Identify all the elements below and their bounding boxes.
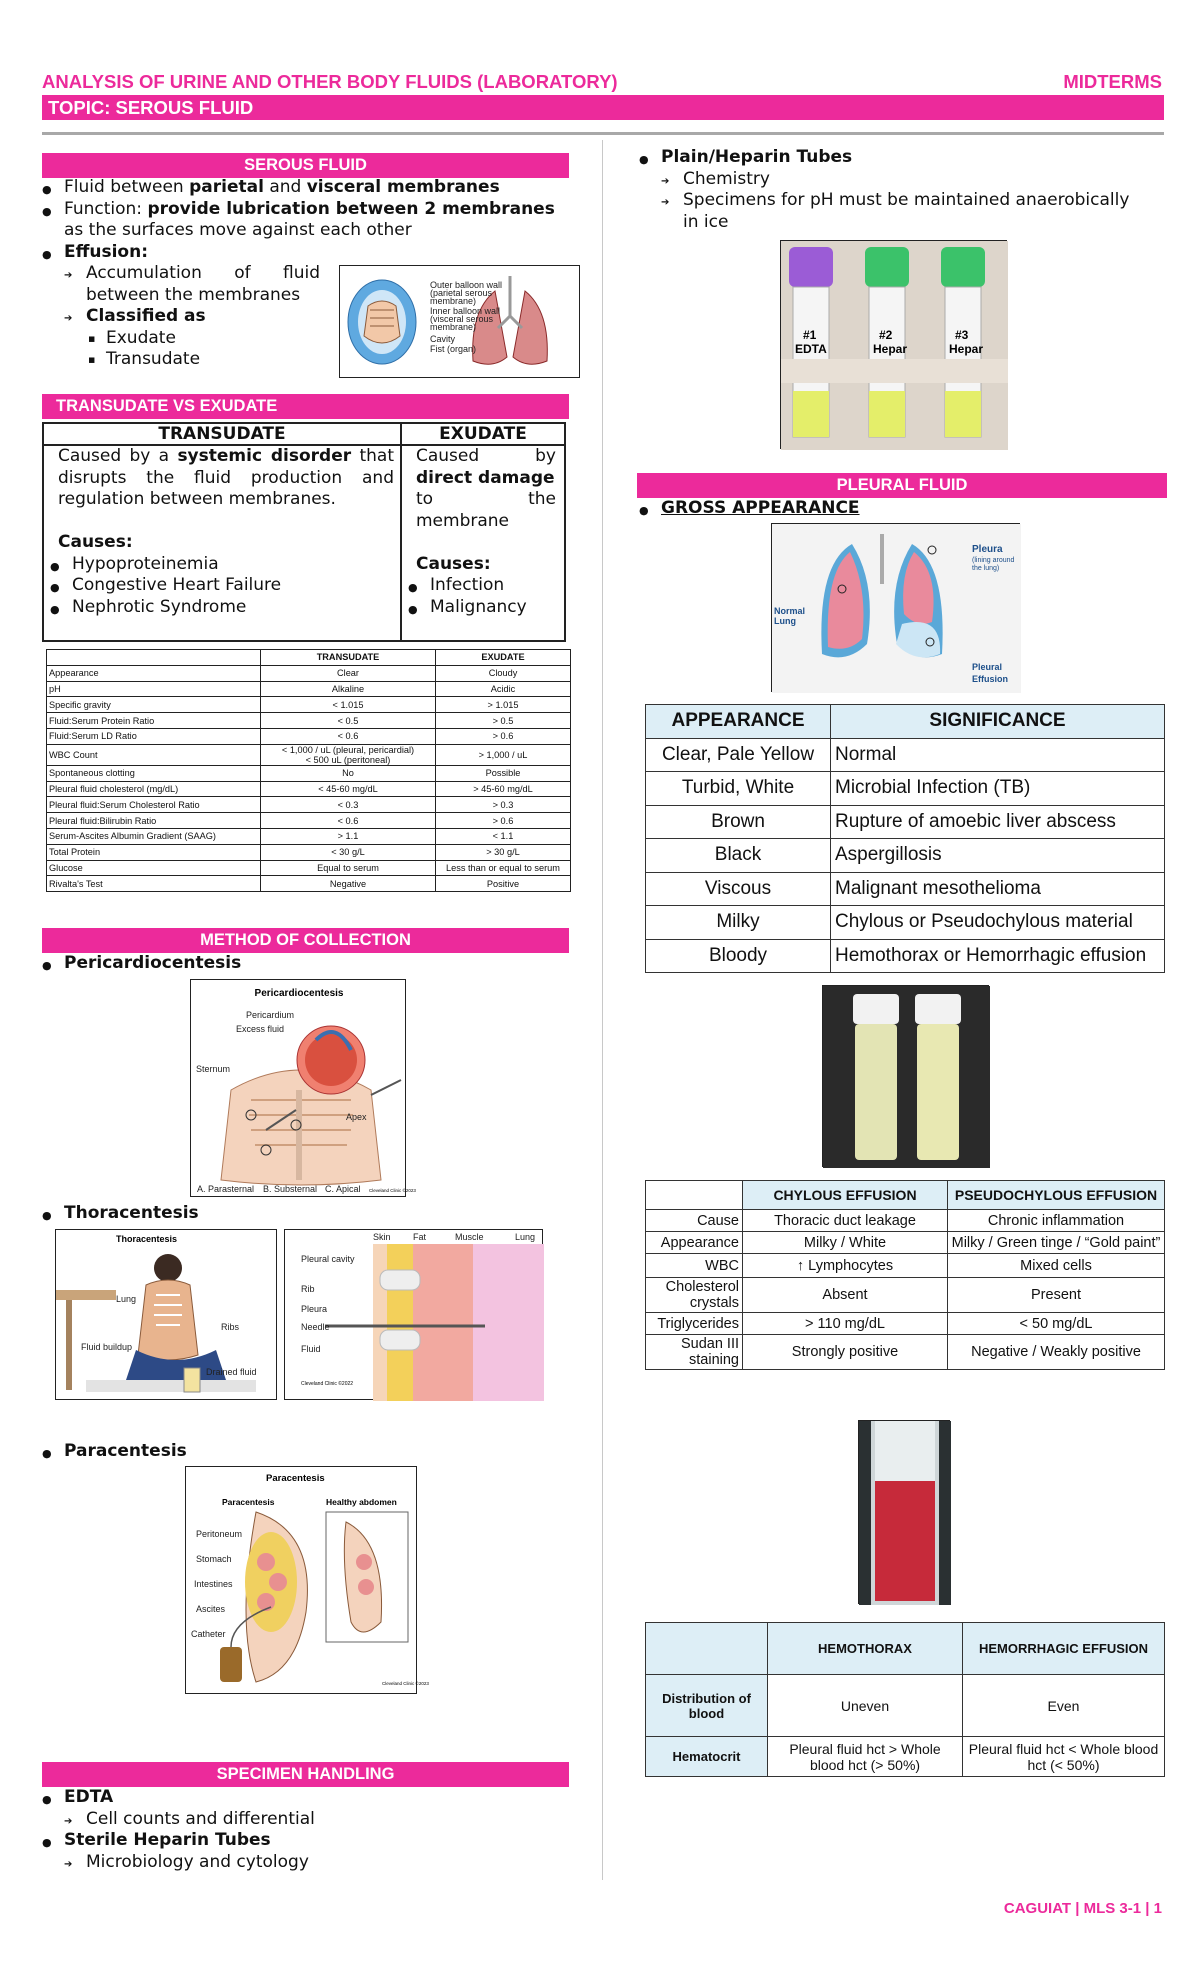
thora-label: Drained fluid (206, 1367, 257, 1377)
ex-line-2: direct damage (416, 467, 555, 488)
chy-row (646, 1313, 1165, 1335)
lung-label: the lung) (972, 565, 1000, 572)
transudate-item: ▪ Transudate (106, 349, 584, 371)
peri-label: Apex (346, 1112, 367, 1122)
app-significance: Microbial Infection (TB) (831, 772, 1165, 806)
ex-line-1: Caused by (416, 446, 556, 466)
lung-label: Effusion (972, 674, 1008, 684)
cmp-cell: Rivalta's Test (47, 876, 261, 892)
ph-item-1: ➔ Specimens for pH must be maintained anaerobically (683, 190, 1181, 212)
thora-label: Ribs (221, 1322, 240, 1332)
specimen-list (64, 1787, 315, 1873)
chy-cell: Strongly positive (743, 1335, 948, 1370)
app-header: APPEARANCE (646, 705, 831, 739)
cmp-cell: Fluid:Serum Protein Ratio (47, 713, 261, 729)
diagram-label: (parietal serous (430, 288, 493, 298)
app-significance: Rupture of amoebic liver abscess (831, 805, 1165, 839)
app-significance: Malignant mesothelioma (831, 872, 1165, 906)
heparin-sub: ➔ Microbiology and cytology (86, 1852, 315, 1874)
cmp-cell: < 1.1 (436, 828, 571, 844)
column-divider (602, 140, 603, 1880)
lung-label: Pleura (972, 544, 1003, 555)
layers-label: Cleveland Clinic ©2022 (301, 1381, 354, 1387)
thoracentesis-label: ● Thoracentesis (64, 1203, 199, 1225)
pleural-effusion-diagram (771, 523, 1020, 692)
ph-item-2: in ice (683, 211, 729, 232)
peri-label: C. Apical (325, 1184, 361, 1194)
peri-label: Cleveland Clinic ©2023 (369, 1188, 416, 1193)
layers-label: Pleural cavity (301, 1254, 355, 1264)
tv-line-1: Caused by a systemic disorder that (58, 446, 394, 466)
thora-label: Fluid buildup (81, 1342, 133, 1352)
cmp-cell: Possible (436, 765, 571, 781)
transudate-cell (43, 445, 401, 641)
app-row (646, 939, 1165, 973)
tve-col-transudate: TRANSUDATE (43, 423, 401, 445)
ex-cause-1: ● Infection (430, 575, 556, 597)
app-appearance: Milky (646, 906, 831, 940)
bloody-fluid-photo (858, 1420, 950, 1604)
para-img-title: Paracentesis (266, 1473, 325, 1484)
cmp-cell: Total Protein (47, 844, 261, 860)
chylous-table (645, 1180, 1165, 1370)
cmp-cell: Cloudy (436, 665, 571, 681)
layers-label: Fluid (301, 1344, 321, 1354)
cmp-row (47, 797, 571, 813)
cmp-cell: Less than or equal to serum (436, 860, 571, 876)
app-significance: Normal (831, 738, 1165, 772)
cmp-cell: > 0.6 (436, 728, 571, 744)
transudate-exudate-table (42, 422, 566, 642)
layers-label: Pleura (301, 1304, 328, 1314)
cmp-cell: Alkaline (261, 681, 436, 697)
chy-row (646, 1335, 1165, 1370)
topic-bar: TOPIC: SEROUS FLUID (42, 95, 1164, 120)
para-label: Stomach (196, 1554, 232, 1564)
app-significance: Hemothorax or Hemorrhagic effusion (831, 939, 1165, 973)
specimen-heading: SPECIMEN HANDLING (42, 1762, 569, 1787)
cmp-row (47, 665, 571, 681)
cmp-cell: Clear (261, 665, 436, 681)
tube-label: #3 Hepar (949, 328, 984, 356)
cmp-cell: > 0.3 (436, 797, 571, 813)
effusion-sub-2: between the membranes (86, 284, 301, 305)
header-rule (42, 132, 1164, 135)
thoracentesis-layers-image (284, 1229, 543, 1400)
app-appearance: Black (646, 839, 831, 873)
cmp-cell: Acidic (436, 681, 571, 697)
layers-label: Fat (413, 1232, 427, 1242)
hem-cell: Distribution of blood (646, 1675, 768, 1737)
pleural-fluid-heading: PLEURAL FLUID (637, 473, 1167, 498)
cmp-cell: Spontaneous clotting (47, 765, 261, 781)
para-sub-1: Paracentesis (222, 1497, 275, 1507)
app-appearance: Viscous (646, 872, 831, 906)
cmp-cell: Negative (261, 876, 436, 892)
cmp-cell: Specific gravity (47, 697, 261, 713)
cmp-cell: > 1.1 (261, 828, 436, 844)
edta-label: ● EDTA (64, 1787, 315, 1809)
para-label: Cleveland Clinic ©2023 (382, 1681, 429, 1686)
page-footer: CAGUIAT | MLS 3-1 | 1 (1003, 1900, 1162, 1917)
peri-label: Excess fluid (236, 1024, 285, 1034)
cmp-cell: Pleural fluid:Bilirubin Ratio (47, 813, 261, 829)
hem-row (646, 1675, 1165, 1737)
diagram-label: (visceral serous (430, 314, 494, 324)
document-title: ANALYSIS OF URINE AND OTHER BODY FLUIDS (LABORATORY) (42, 71, 618, 92)
hem-cell: Uneven (768, 1675, 963, 1737)
tv-cause-2: ● Congestive Heart Failure (72, 575, 394, 597)
app-row (646, 839, 1165, 873)
cmp-cell: Appearance (47, 665, 261, 681)
app-significance: Chylous or Pseudochylous material (831, 906, 1165, 940)
tv-causes: Causes: (58, 532, 133, 552)
cmp-cell: > 45-60 mg/dL (436, 781, 571, 797)
cmp-row (47, 781, 571, 797)
specimen-tubes-photo (780, 240, 1007, 449)
cmp-cell: pH (47, 681, 261, 697)
cmp-cell: < 0.3 (261, 797, 436, 813)
layers-label: Muscle (455, 1232, 484, 1242)
cmp-cell: > 0.6 (436, 813, 571, 829)
cmp-row (47, 681, 571, 697)
app-appearance: Turbid, White (646, 772, 831, 806)
cmp-cell: Pleural fluid:Serum Cholesterol Ratio (47, 797, 261, 813)
cmp-cell: > 1.015 (436, 697, 571, 713)
cmp-row (47, 844, 571, 860)
pericardiocentesis-image (190, 979, 416, 1197)
chy-cell: Cause (646, 1210, 743, 1232)
appearance-table (645, 704, 1165, 973)
cmp-row (47, 765, 571, 781)
layers-label: Skin (373, 1232, 391, 1242)
cmp-header: TRANSUDATE (261, 650, 436, 666)
layers-label: Needle (301, 1322, 330, 1332)
exudate-cell (401, 445, 565, 641)
chy-row (646, 1254, 1165, 1278)
hem-row (646, 1737, 1165, 1777)
cmp-cell: > 0.5 (436, 713, 571, 729)
tv-line-3: regulation between membranes. (58, 489, 336, 509)
app-row (646, 772, 1165, 806)
app-row (646, 805, 1165, 839)
cmp-cell: < 1,000 / uL (pleural, pericardial) < 500 uL (peritoneal) (261, 744, 436, 765)
cmp-cell: No (261, 765, 436, 781)
thoracentesis-patient-image (55, 1229, 277, 1400)
tve-col-exudate: EXUDATE (401, 423, 565, 445)
peri-label: B. Substernal (263, 1184, 318, 1194)
cmp-row (47, 728, 571, 744)
classified-as: ➔ Classified as (86, 306, 584, 328)
cmp-row (47, 860, 571, 876)
cmp-cell: Serum-Ascites Albumin Gradient (SAAG) (47, 828, 261, 844)
diagram-label: Fist (organ) (430, 344, 477, 354)
cmp-cell: Fluid:Serum LD Ratio (47, 728, 261, 744)
thora-img-title: Thoracentesis (116, 1234, 178, 1244)
chy-header (646, 1181, 743, 1210)
lung-label: Lung (774, 616, 796, 626)
chy-cell: ↑ Lymphocytes (743, 1254, 948, 1278)
ex-line-3: to the (416, 489, 556, 509)
chy-cell: Thoracic duct leakage (743, 1210, 948, 1232)
chy-cell: Appearance (646, 1232, 743, 1254)
app-row (646, 738, 1165, 772)
lung-label: Normal (774, 606, 806, 616)
lung-label: (lining around (972, 557, 1015, 564)
tv-cause-1: ● Hypoproteinemia (72, 554, 394, 576)
chy-row (646, 1278, 1165, 1313)
chy-row (646, 1232, 1165, 1254)
chy-cell: Negative / Weakly positive (948, 1335, 1165, 1370)
cmp-cell: Glucose (47, 860, 261, 876)
peri-label: Pericardium (246, 1010, 295, 1020)
milky-fluid-photo (822, 985, 989, 1167)
cmp-row (47, 813, 571, 829)
chy-row (646, 1210, 1165, 1232)
chy-cell: Milky / Green tinge / “Gold paint” (948, 1232, 1165, 1254)
cmp-header: EXUDATE (436, 650, 571, 666)
cmp-cell: Pleural fluid cholesterol (mg/dL) (47, 781, 261, 797)
cmp-cell: > 1,000 / uL (436, 744, 571, 765)
ex-causes: Causes: (416, 553, 491, 574)
heparin-label: ● Sterile Heparin Tubes (64, 1830, 315, 1852)
para-sub-2: Healthy abdomen (326, 1497, 397, 1507)
plain-heparin-list (661, 147, 1181, 233)
chy-cell: Sudan III staining (646, 1335, 743, 1370)
chy-cell: < 50 mg/dL (948, 1313, 1165, 1335)
cmp-cell: < 30 g/L (261, 844, 436, 860)
serous-line-2: ● Function: provide lubrication between 2 membranes (64, 199, 584, 221)
term-label: MIDTERMS (1063, 71, 1162, 92)
chemistry-item: ➔ Chemistry (683, 169, 1181, 191)
diagram-label: Cavity (430, 334, 456, 344)
hem-cell: Pleural fluid hct < Whole blood hct (< 50%) (963, 1737, 1165, 1777)
tube-label: #1 EDTA (795, 328, 827, 356)
layers-label: Lung (515, 1232, 536, 1242)
cmp-cell: < 0.5 (261, 713, 436, 729)
tube-label: #2 Hepar (873, 328, 908, 356)
serous-line-3: as the surfaces move against each other (64, 220, 412, 240)
cmp-cell: Equal to serum (261, 860, 436, 876)
edta-sub: ➔ Cell counts and differential (86, 1809, 315, 1831)
app-header: SIGNIFICANCE (831, 705, 1165, 739)
serous-line-1: ● Fluid between parietal and visceral membranes (64, 177, 584, 199)
cmp-header (47, 650, 261, 666)
diagram-label: membrane) (430, 322, 477, 332)
cmp-cell: < 0.6 (261, 813, 436, 829)
peri-img-title: Pericardiocentesis (254, 988, 344, 999)
paracentesis-label: ● Paracentesis (64, 1441, 187, 1463)
gross-appearance-label: ● GROSS APPEARANCE (661, 498, 860, 520)
plain-heparin-label: ● Plain/Heparin Tubes (661, 147, 1181, 169)
hem-header (646, 1623, 768, 1675)
chy-cell: Chronic inflammation (948, 1210, 1165, 1232)
tv-cause-3: ● Nephrotic Syndrome (72, 597, 394, 619)
thora-label: Lung (116, 1294, 137, 1304)
cmp-row (47, 713, 571, 729)
paracentesis-image (185, 1466, 429, 1694)
hem-header: HEMOTHORAX (768, 1623, 963, 1675)
cmp-cell: < 1.015 (261, 697, 436, 713)
para-label: Peritoneum (196, 1529, 243, 1539)
lung-label: Pleural (972, 662, 1003, 672)
app-row (646, 872, 1165, 906)
para-label: Ascites (196, 1604, 226, 1614)
exudate-item: ▪ Exudate (106, 328, 584, 350)
effusion-label: ● Effusion: (64, 242, 584, 264)
cmp-cell: WBC Count (47, 744, 261, 765)
para-label: Intestines (194, 1579, 233, 1589)
hem-cell: Even (963, 1675, 1165, 1737)
tv-line-2: disrupts the fluid production and (58, 467, 394, 488)
pericardiocentesis-label: ● Pericardiocentesis (64, 953, 241, 975)
ex-cause-2: ● Malignancy (430, 597, 556, 619)
app-row (646, 906, 1165, 940)
cmp-row (47, 744, 571, 765)
hem-header: HEMORRHAGIC EFFUSION (963, 1623, 1165, 1675)
diagram-label: membrane) (430, 296, 477, 306)
app-appearance: Brown (646, 805, 831, 839)
chy-cell: Absent (743, 1278, 948, 1313)
hemothorax-table (645, 1622, 1165, 1777)
chy-header: CHYLOUS EFFUSION (743, 1181, 948, 1210)
tve-heading: TRANSUDATE VS EXUDATE (42, 394, 569, 419)
effusion-sub-1: ➔ Accumulation of fluid (86, 263, 320, 285)
cmp-cell: Positive (436, 876, 571, 892)
para-label: Catheter (191, 1629, 226, 1639)
app-appearance: Bloody (646, 939, 831, 973)
diagram-label: Inner balloon wall (430, 306, 501, 316)
chy-header: PSEUDOCHYLOUS EFFUSION (948, 1181, 1165, 1210)
cmp-cell: < 0.6 (261, 728, 436, 744)
chy-cell: Mixed cells (948, 1254, 1165, 1278)
chy-cell: > 110 mg/dL (743, 1313, 948, 1335)
ex-line-4: membrane (416, 510, 510, 531)
app-appearance: Clear, Pale Yellow (646, 738, 831, 772)
hem-cell: Hematocrit (646, 1737, 768, 1777)
peri-label: A. Parasternal (197, 1184, 255, 1194)
diagram-label: Outer balloon wall (430, 280, 503, 290)
app-significance: Aspergillosis (831, 839, 1165, 873)
chy-cell: Triglycerides (646, 1313, 743, 1335)
cmp-cell: < 45-60 mg/dL (261, 781, 436, 797)
chy-cell: Present (948, 1278, 1165, 1313)
cmp-cell: > 30 g/L (436, 844, 571, 860)
fluid-comparison-table (46, 649, 571, 892)
hem-cell: Pleural fluid hct > Whole blood hct (> 50%) (768, 1737, 963, 1777)
cmp-row (47, 697, 571, 713)
cmp-row (47, 876, 571, 892)
chy-cell: Cholesterol crystals (646, 1278, 743, 1313)
layers-label: Rib (301, 1284, 315, 1294)
chy-cell: Milky / White (743, 1232, 948, 1254)
chy-cell: WBC (646, 1254, 743, 1278)
cmp-row (47, 828, 571, 844)
collection-heading: METHOD OF COLLECTION (42, 928, 569, 953)
peri-label: Sternum (196, 1064, 231, 1074)
serous-membrane-diagram (339, 265, 580, 378)
serous-fluid-heading: SEROUS FLUID (42, 153, 569, 178)
